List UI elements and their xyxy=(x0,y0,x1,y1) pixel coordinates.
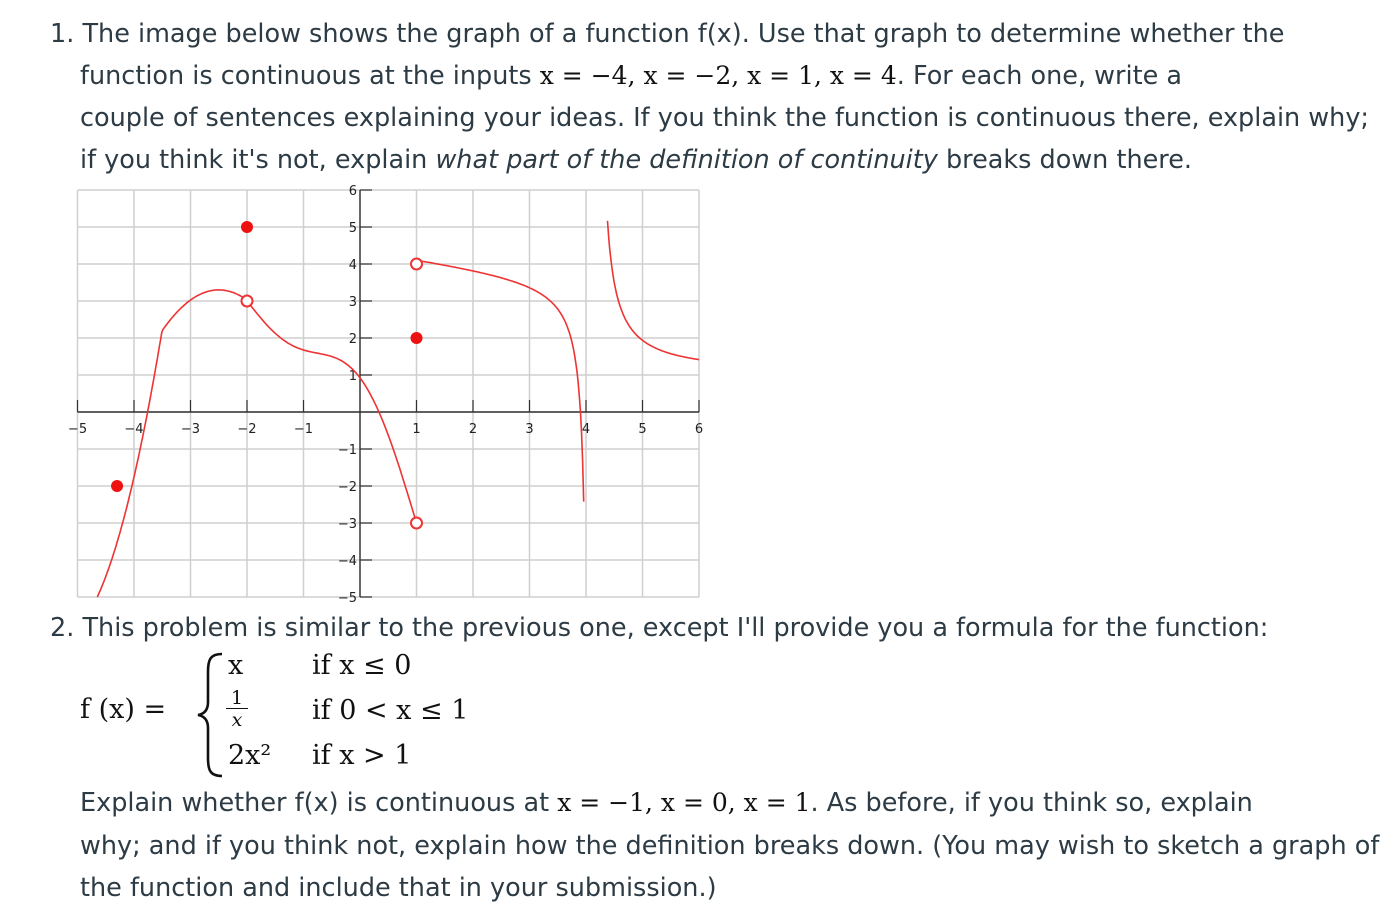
problem-1-text-2-pre: function is continuous at the inputs xyxy=(80,61,532,91)
y-tick-label: 2 xyxy=(348,332,357,347)
y-tick-label: −4 xyxy=(337,554,357,569)
problem-1-line-4 xyxy=(80,139,1192,181)
graph-axes xyxy=(78,190,700,597)
y-tick-label: 5 xyxy=(348,221,357,236)
problem-1-text-1: The image below shows the graph of a function f(x). Use that graph to determine whether the xyxy=(82,19,1285,49)
function-graph xyxy=(67,184,735,606)
graph-curves xyxy=(97,221,699,597)
problem-1-text-4-pre: if you think it's not, explain xyxy=(80,145,428,175)
problem-2-text-1: This problem is similar to the previous one, except I'll provide you a formula for the function: xyxy=(82,613,1269,643)
graph-grid xyxy=(78,190,700,597)
case-2-denominator: x xyxy=(231,709,243,731)
x-tick-label: −1 xyxy=(293,422,314,437)
problem-2-line-1 xyxy=(50,607,1268,649)
y-tick-label: 1 xyxy=(348,369,357,384)
curve-piece-right-descending xyxy=(417,260,584,501)
x-tick-label: 2 xyxy=(468,422,478,437)
piecewise-definition xyxy=(80,650,600,780)
x-tick-label: 4 xyxy=(581,422,591,437)
y-tick-label: −3 xyxy=(337,517,357,532)
graph-tick-labels xyxy=(68,184,703,606)
y-tick-label: 6 xyxy=(348,184,357,199)
open-point xyxy=(242,296,253,307)
case-3-expression: 2x² xyxy=(228,740,272,771)
x-tick-label: −3 xyxy=(180,422,201,437)
problem-1-line-3: couple of sentences explaining your ideas. If you think the function is continuous there, explain why; xyxy=(80,103,1369,133)
problem-1-line-2 xyxy=(80,55,1182,97)
problem-2-text-2-post: . As before, if you think so, explain xyxy=(810,788,1253,818)
problem-1-number: 1. xyxy=(50,19,75,49)
problem-2-line-4: the function and include that in your submission.) xyxy=(80,873,717,903)
y-tick-label: −5 xyxy=(337,591,357,606)
filled-point xyxy=(111,480,123,492)
problem-2-text-2-pre: Explain whether f(x) is continuous at xyxy=(80,788,550,818)
filled-point xyxy=(411,332,423,344)
case-2-numerator: 1 xyxy=(226,688,248,709)
curve-piece-left xyxy=(97,290,246,597)
problem-1-inputs-math: x = −4, x = −2, x = 1, x = 4 xyxy=(539,61,897,90)
problem-1-text-2-post: . For each one, write a xyxy=(896,61,1183,91)
case-2-condition: if 0 < x ≤ 1 xyxy=(312,695,469,726)
problem-2-line-2 xyxy=(80,782,1253,824)
x-tick-label: −4 xyxy=(124,422,144,437)
problem-1-emphasis: what part of the definition of continuity xyxy=(435,145,938,175)
y-tick-label: 4 xyxy=(348,258,357,273)
problem-2-line-3: why; and if you think not, explain how the definition breaks down. (You may wish to sketch a graph of xyxy=(80,831,1380,861)
case-2-fraction xyxy=(226,688,248,731)
x-tick-label: 1 xyxy=(412,422,421,437)
x-tick-label: 6 xyxy=(694,422,704,437)
problem-1-text-4-post: breaks down there. xyxy=(945,145,1193,175)
x-tick-label: 5 xyxy=(638,422,647,437)
y-tick-label: −2 xyxy=(337,480,357,495)
x-tick-label: 3 xyxy=(525,422,534,437)
curve-piece-far-right xyxy=(608,221,700,360)
problem-2-number: 2. xyxy=(50,613,75,643)
x-tick-label: −5 xyxy=(67,422,88,437)
case-1-expression: x xyxy=(228,650,244,681)
open-point xyxy=(411,259,422,270)
case-3-condition: if x > 1 xyxy=(312,740,412,771)
problem-2-inputs-math: x = −1, x = 0, x = 1 xyxy=(557,788,811,817)
function-label: f (x) = xyxy=(80,694,167,725)
y-tick-label: −1 xyxy=(337,443,357,458)
open-point xyxy=(411,518,422,529)
left-brace-icon xyxy=(196,652,226,778)
x-tick-label: −2 xyxy=(237,422,257,437)
case-1-condition: if x ≤ 0 xyxy=(312,650,412,681)
y-tick-label: 3 xyxy=(348,295,357,310)
filled-point xyxy=(241,221,253,233)
problem-1-line-1 xyxy=(50,13,1284,55)
